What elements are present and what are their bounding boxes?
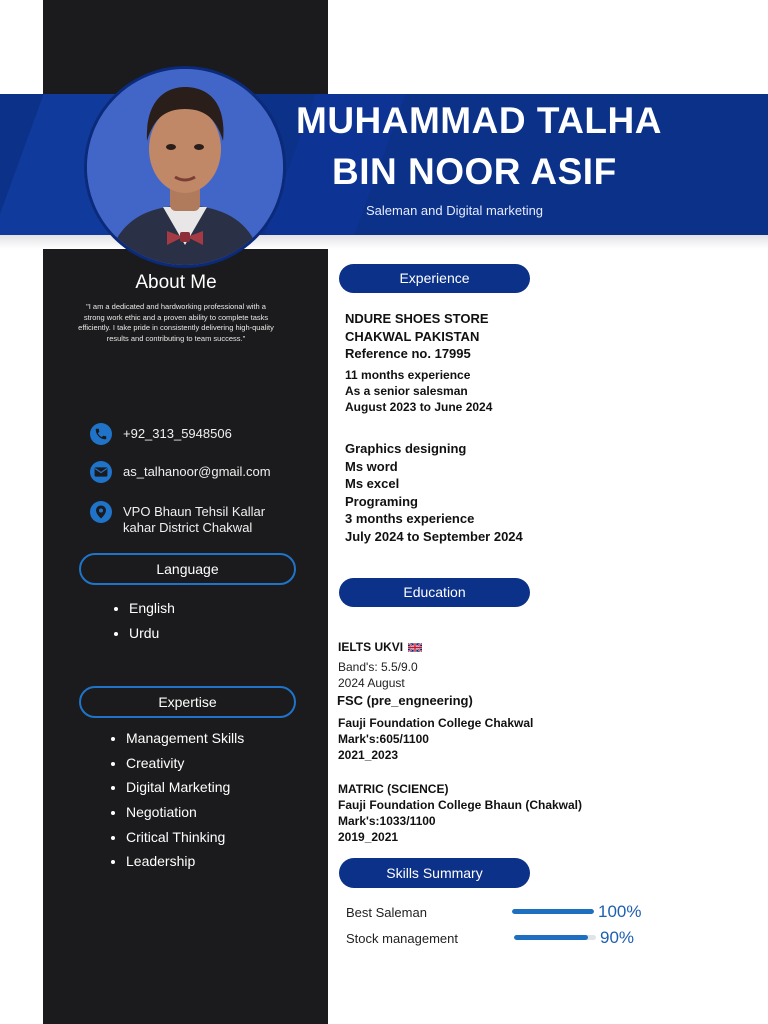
address-line-2: kahar District Chakwal <box>123 520 253 535</box>
education-heading: Education <box>339 578 530 607</box>
language-list <box>109 596 175 645</box>
email-address[interactable]: as_talhanoor@gmail.com <box>123 464 271 479</box>
address-line-1: VPO Bhaun Tehsil Kallar <box>123 504 266 519</box>
name-line-2: BIN NOOR ASIF <box>332 151 617 192</box>
skill-bar-fill <box>512 909 594 914</box>
skills-summary-heading: Skills Summary <box>339 858 530 888</box>
experience-employer <box>345 310 489 363</box>
education-line: Mark's:1033/1100 <box>338 814 436 828</box>
skill-bar-fill <box>514 935 588 940</box>
expertise-item: • Management Skills <box>126 726 244 751</box>
expertise-item: • Leadership <box>126 849 244 874</box>
skill-bar <box>514 935 596 940</box>
expertise-item: • Creativity <box>126 751 244 776</box>
job-title: Saleman and Digital marketing <box>366 203 544 218</box>
uk-flag-icon <box>408 643 422 652</box>
experience-line: 11 months experience <box>345 368 471 382</box>
ielts-label: IELTS UKVI <box>338 640 404 654</box>
language-item: • English <box>129 596 175 621</box>
fsc-title: FSC (pre_engneering) <box>337 693 473 708</box>
expertise-list <box>106 726 244 874</box>
expertise-item: • Critical Thinking <box>126 825 244 850</box>
fsc-details <box>338 715 533 763</box>
experience-line: NDURE SHOES STORE <box>345 311 489 326</box>
experience-line: Graphics designing <box>345 441 467 456</box>
skill-percent: 100% <box>598 902 642 921</box>
email-icon <box>90 461 112 483</box>
matric-title: MATRIC (SCIENCE) <box>338 782 449 796</box>
profile-photo <box>84 66 286 268</box>
experience-line: Ms word <box>345 458 398 474</box>
experience-line: August 2023 to June 2024 <box>345 400 493 414</box>
experience-line: Ms excel <box>345 476 400 491</box>
ielts-band: Band's: 5.5/9.0 <box>338 660 418 674</box>
expertise-item: • Digital Marketing <box>126 775 244 800</box>
skill-bar <box>512 909 594 914</box>
education-line: Fauji Foundation College Bhaun (Chakwal) <box>338 798 583 812</box>
location-pin-icon <box>90 501 112 523</box>
matric-details <box>338 781 582 845</box>
experience-line: CHAKWAL PAKISTAN <box>345 328 480 344</box>
experience-heading: Experience <box>339 264 530 293</box>
ielts-date: 2024 August <box>338 676 405 690</box>
experience-line: As a senior salesman <box>345 384 468 398</box>
education-line: Fauji Foundation College Chakwal <box>338 716 534 730</box>
experience-line: 3 months experience <box>345 511 475 526</box>
language-item: • Urdu <box>129 621 175 646</box>
skill-label: Stock management <box>346 931 459 946</box>
name-line-1: MUHAMMAD TALHA <box>296 100 662 141</box>
experience-line: Programing <box>345 493 418 509</box>
expertise-item: • Negotiation <box>126 800 244 825</box>
ielts-title <box>338 640 422 654</box>
experience-skills <box>345 440 523 545</box>
experience-line: Reference no. 17995 <box>345 346 471 361</box>
expertise-heading: Expertise <box>79 686 296 718</box>
phone-icon <box>90 423 112 445</box>
language-heading: Language <box>79 553 296 585</box>
experience-role <box>345 367 492 415</box>
skill-label: Best Saleman <box>346 905 427 920</box>
education-line: 2021_2023 <box>338 748 399 762</box>
about-text: "I am a dedicated and hardworking professional with a strong work ethic and a proven ability to complete tasks efficiently. I take pride in consistently delivering high-quality results and contributing to team success." <box>78 302 274 343</box>
phone-number[interactable]: +92_313_5948506 <box>123 426 232 441</box>
experience-line: July 2024 to September 2024 <box>345 528 523 544</box>
about-title: About Me <box>135 272 217 293</box>
skill-percent: 90% <box>600 928 635 947</box>
education-line: 2019_2021 <box>338 830 399 844</box>
education-line: Mark's:605/1100 <box>338 732 429 746</box>
